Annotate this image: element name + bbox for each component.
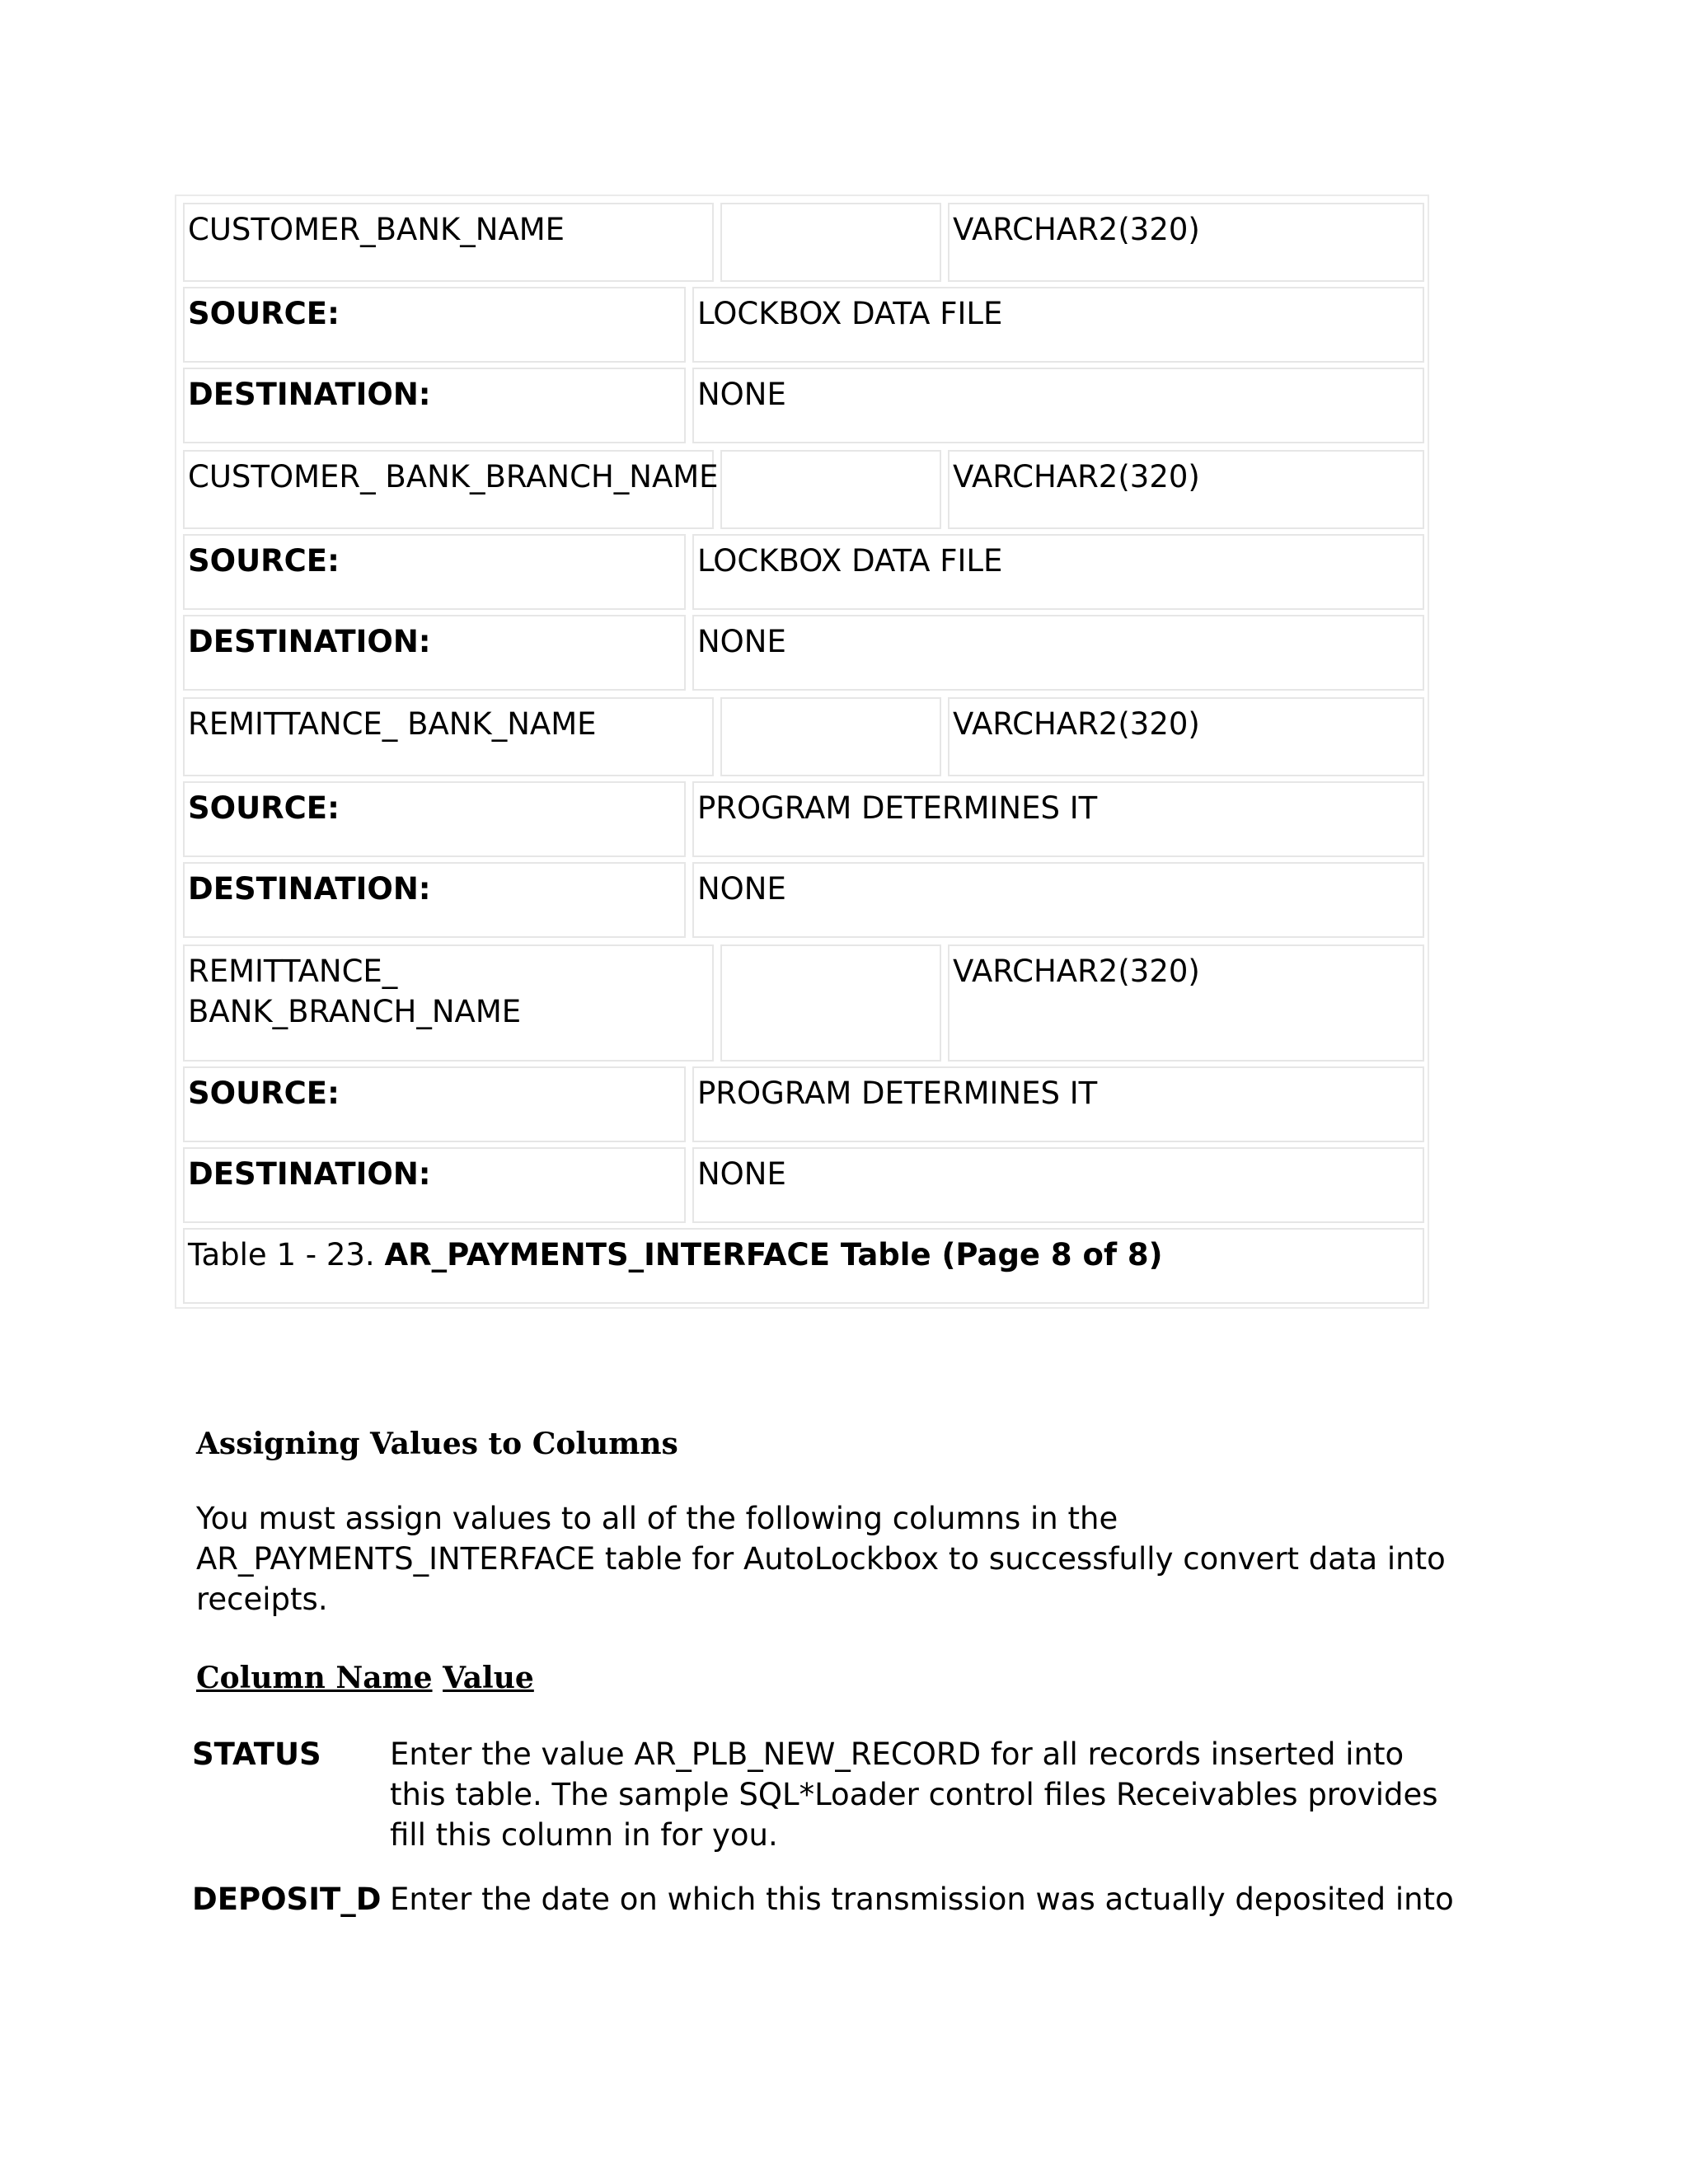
column-type: VARCHAR2(320) [953, 954, 1200, 989]
column-type-cell [948, 450, 1424, 529]
source-label: SOURCE: [188, 543, 340, 579]
column-name-cell [183, 203, 714, 282]
table-caption [183, 1228, 1424, 1304]
empty-cell [720, 944, 941, 1062]
column-name-line: REMITTANCE_ [188, 954, 398, 989]
destination-value: NONE [697, 624, 786, 659]
column-type-cell [948, 203, 1424, 282]
destination-label: DESTINATION: [188, 624, 431, 659]
destination-value: NONE [697, 377, 786, 412]
destination-value: NONE [697, 1156, 786, 1192]
column-header [196, 1658, 534, 1698]
column-name-line: BANK_BRANCH_NAME [188, 994, 522, 1029]
source-label-cell [183, 781, 686, 857]
destination-label: DESTINATION: [188, 871, 431, 907]
source-label-cell [183, 1066, 686, 1142]
column-type: VARCHAR2(320) [953, 706, 1200, 742]
empty-cell [720, 203, 941, 282]
column-name-cell [183, 450, 719, 529]
destination-value-cell [692, 615, 1424, 691]
column-type: VARCHAR2(320) [953, 459, 1200, 494]
payments-interface-table [175, 194, 1429, 1309]
source-value-cell [692, 781, 1424, 857]
caption-title: AR_PAYMENTS_INTERFACE Table (Page 8 of 8) [384, 1237, 1163, 1272]
source-value: LOCKBOX DATA FILE [697, 543, 1003, 579]
source-label: SOURCE: [188, 1076, 340, 1111]
column-type: VARCHAR2(320) [953, 212, 1200, 247]
source-value: PROGRAM DETERMINES IT [697, 790, 1098, 826]
empty-cell [720, 450, 941, 529]
destination-label-cell [183, 1147, 686, 1223]
column-name: CUSTOMER_ BANK_BRANCH_NAME [188, 459, 719, 494]
destination-label: DESTINATION: [188, 1156, 431, 1192]
source-label: SOURCE: [188, 296, 340, 331]
destination-value-cell [692, 368, 1424, 443]
column-header-value: Value [443, 1661, 534, 1695]
destination-label: DESTINATION: [188, 377, 431, 412]
caption-prefix: Table 1 - 23. [188, 1237, 385, 1272]
source-value: PROGRAM DETERMINES IT [697, 1076, 1098, 1111]
column-name: CUSTOMER_BANK_NAME [188, 212, 565, 247]
source-value: LOCKBOX DATA FILE [697, 296, 1003, 331]
column-entry-name: DEPOSIT_D [192, 1882, 382, 1917]
destination-label-cell [183, 368, 686, 443]
column-entry-value: Enter the value AR_PLB_NEW_RECORD for all records inserted into this table. The sample SQL*Loader control files Receivables provides fill this column in for you. [390, 1736, 1438, 1853]
intro-paragraph: You must assign values to all of the following columns in the AR_PAYMENTS_INTERFACE table for AutoLockbox to successfully convert data into receipts. [196, 1501, 1446, 1617]
destination-label-cell [183, 615, 686, 691]
column-name-cell [183, 944, 714, 1062]
destination-value: NONE [697, 871, 786, 907]
source-value-cell [692, 1066, 1424, 1142]
destination-value-cell [692, 1147, 1424, 1223]
column-header-name: Column Name [196, 1661, 433, 1695]
empty-cell [720, 697, 941, 776]
section-heading: Assigning Values to Columns [196, 1427, 678, 1461]
source-value-cell [692, 534, 1424, 610]
column-type-cell [948, 944, 1424, 1062]
column-name-cell [183, 697, 714, 776]
source-value-cell [692, 287, 1424, 363]
source-label-cell [183, 534, 686, 610]
destination-value-cell [692, 862, 1424, 938]
column-type-cell [948, 697, 1424, 776]
column-entry-name: STATUS [192, 1736, 321, 1772]
column-entry-value: Enter the date on which this transmission was actually deposited into [390, 1882, 1454, 1917]
column-name: REMITTANCE_ BANK_NAME [188, 706, 597, 742]
destination-label-cell [183, 862, 686, 938]
source-label: SOURCE: [188, 790, 340, 826]
source-label-cell [183, 287, 686, 363]
